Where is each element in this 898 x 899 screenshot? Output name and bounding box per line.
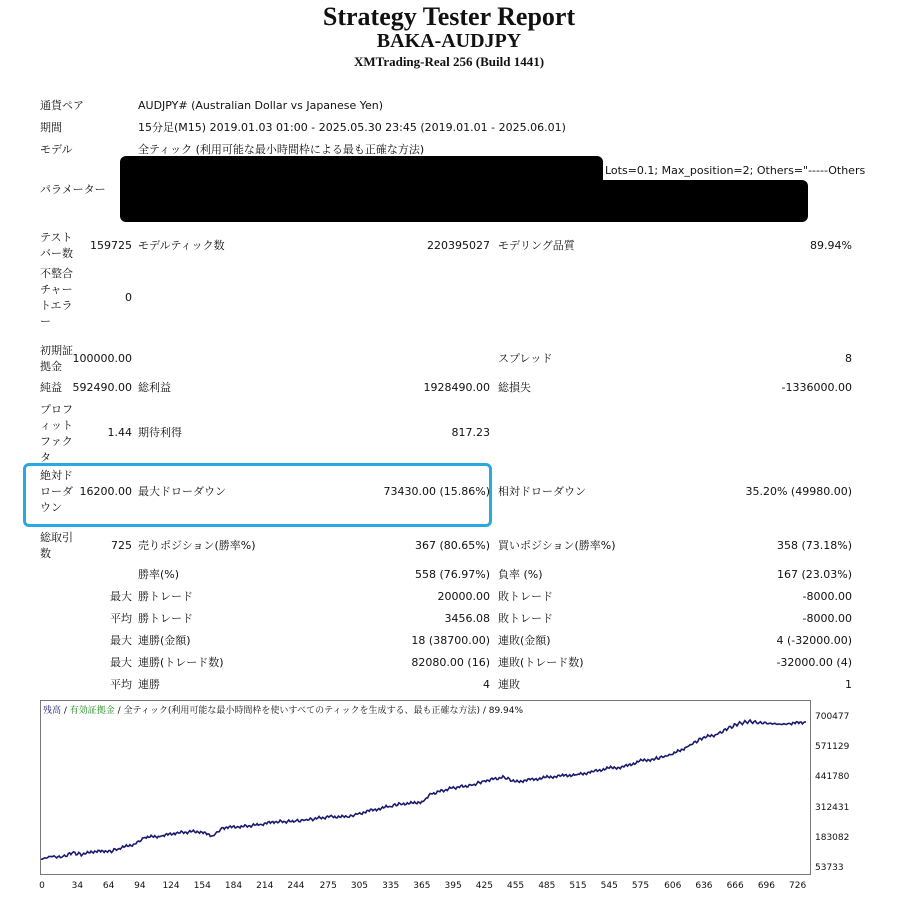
y-tick-label: 183082 <box>815 832 850 843</box>
params-label: パラメーター <box>40 183 106 196</box>
x-tick-label: 395 <box>444 881 462 891</box>
x-tick-label: 124 <box>162 881 180 891</box>
avg-loss-value: -8000.00 <box>802 612 852 625</box>
x-tick-label: 0 <box>39 881 45 891</box>
spread-value: 8 <box>845 352 852 365</box>
net-value: 592490.00 <box>72 381 132 394</box>
profit-factor-label: プロフィットファクタ <box>40 403 73 464</box>
period-value: 15分足(M15) 2019.01.03 01:00 - 2025.05.30 23:45 (2019.01.01 - 2025.06.01) <box>138 121 566 134</box>
x-tick-label: 365 <box>413 881 431 891</box>
max-consec-wins-label: 連勝(金額) <box>138 634 191 647</box>
gross-loss-label: 総損失 <box>498 381 531 394</box>
rel-drawdown-value: 35.20% (49980.00) <box>745 485 852 498</box>
long-value: 358 (73.18%) <box>776 539 852 552</box>
max-drawdown-value: 73430.00 (15.86%) <box>383 485 490 498</box>
y-tick-label: 441780 <box>815 772 850 783</box>
deposit-label: 初期証拠金 <box>40 344 73 373</box>
rel-drawdown-label: 相対ドローダウン <box>498 485 586 498</box>
max-drawdown-label: 最大ドローダウン <box>138 485 226 498</box>
short-label: 売りポジション(勝率%) <box>138 539 256 552</box>
mismatch-label: 不整合チャートエラー <box>40 267 73 328</box>
x-tick-label: 184 <box>224 881 243 891</box>
loss-rate-label: 負率 (%) <box>498 568 543 581</box>
model-value: 全ティック (利用可能な最小時間枠による最も正確な方法) <box>138 143 425 156</box>
largest-win-label: 勝トレード <box>138 590 193 603</box>
x-tick-label: 485 <box>538 881 556 891</box>
mismatch-value: 0 <box>125 291 132 304</box>
max-prefix: 最大 <box>110 590 132 603</box>
gross-profit-value: 1928490.00 <box>423 381 490 394</box>
bars-label: テストバー数 <box>40 231 73 260</box>
x-tick-label: 515 <box>569 881 587 891</box>
gross-profit-label: 総利益 <box>138 381 171 394</box>
quality-label: モデリング品質 <box>498 239 575 252</box>
total-trades-label: 総取引数 <box>40 531 73 560</box>
win-rate-value: 558 (76.97%) <box>414 568 490 581</box>
gross-loss-value: -1336000.00 <box>781 381 852 394</box>
max-consec-loss-label: 連敗(トレード数) <box>498 656 584 669</box>
expected-payoff-label: 期待利得 <box>138 426 182 439</box>
chart-title-separator: / <box>61 706 70 716</box>
ticks-value: 220395027 <box>427 239 490 252</box>
x-tick-label: 636 <box>695 881 713 891</box>
largest-win-value: 20000.00 <box>437 590 490 603</box>
chart-title <box>43 703 523 716</box>
x-tick-label: 606 <box>664 881 682 891</box>
max-consec-wins-value: 18 (38700.00) <box>411 634 490 647</box>
chart-title-separator: / <box>114 706 124 716</box>
avg-prefix: 平均 <box>110 678 132 691</box>
y-tick-label: 700477 <box>815 712 850 722</box>
model-label: モデル <box>40 143 73 156</box>
expected-payoff-value: 817.23 <box>451 426 490 439</box>
max-prefix: 最大 <box>110 656 132 669</box>
report-subtitle: BAKA-AUDJPY <box>376 30 522 52</box>
max-consec-profit-value: 82080.00 (16) <box>411 656 490 669</box>
max-consec-loss-value: -32000.00 (4) <box>776 656 852 669</box>
short-value: 367 (80.65%) <box>414 539 490 552</box>
abs-drawdown-label: 絶対ドローダウン <box>40 469 73 514</box>
net-label: 純益 <box>40 381 62 394</box>
chart-title-margin: 有効証拠金 <box>69 706 115 716</box>
x-tick-label: 34 <box>71 881 84 891</box>
largest-loss-label: 敗トレード <box>498 590 553 603</box>
x-tick-label: 94 <box>134 881 146 891</box>
balance-line <box>41 720 806 859</box>
avg-consec-wins-label: 連勝 <box>138 678 160 691</box>
abs-drawdown-value: 16200.00 <box>79 485 132 498</box>
max-consec-losses-value: 4 (-32000.00) <box>776 634 852 647</box>
avg-consec-wins-value: 4 <box>483 678 490 691</box>
symbol-label: 通貨ペア <box>40 99 84 112</box>
balance-chart <box>40 700 811 875</box>
chart-title-model: 全ティック(利用可能な最小時間枠を使いすべてのティックを生成する、最も正確な方法) <box>123 706 480 716</box>
ticks-label: モデルティック数 <box>138 239 225 252</box>
x-tick-label: 696 <box>757 881 775 891</box>
spread-label: スプレッド <box>498 352 553 365</box>
loss-rate-value: 167 (23.03%) <box>776 568 852 581</box>
max-consec-profit-label: 連勝(トレード数) <box>138 656 224 669</box>
x-tick-label: 726 <box>789 881 807 891</box>
x-tick-label: 335 <box>382 881 400 891</box>
profit-factor-value: 1.44 <box>107 426 132 439</box>
chart-title-quality: / 89.94% <box>479 706 524 716</box>
avg-consec-losses-label: 連敗 <box>498 678 520 691</box>
x-tick-label: 455 <box>506 881 525 891</box>
win-rate-label: 勝率(%) <box>138 568 180 581</box>
x-tick-label: 64 <box>102 881 115 891</box>
x-tick-label: 545 <box>600 881 618 891</box>
params-visible: Lots=0.1; Max_position=2; Others="-----Others <box>605 164 866 177</box>
balance-chart-svg <box>41 701 810 874</box>
server-name: XMTrading-Real 256 (Build 1441) <box>353 54 545 69</box>
x-tick-label: 275 <box>319 881 337 891</box>
bars-value: 159725 <box>90 239 132 252</box>
avg-prefix: 平均 <box>110 612 132 625</box>
symbol-value: AUDJPY# (Australian Dollar vs Japanese Yen) <box>138 99 384 112</box>
y-tick-label: 312431 <box>815 802 850 813</box>
x-tick-label: 244 <box>287 881 305 891</box>
x-tick-label: 666 <box>726 881 744 891</box>
x-tick-label: 154 <box>193 881 211 891</box>
x-tick-label: 305 <box>350 881 369 891</box>
avg-win-label: 勝トレード <box>138 612 193 625</box>
report-title: Strategy Tester Report <box>322 2 576 31</box>
long-label: 買いポジション(勝率%) <box>498 539 616 552</box>
x-tick-label: 425 <box>475 881 493 891</box>
max-prefix: 最大 <box>110 634 132 647</box>
x-tick-label: 214 <box>256 881 274 891</box>
y-tick-label: 53733 <box>815 863 844 873</box>
x-tick-label: 575 <box>631 881 650 891</box>
avg-win-value: 3456.08 <box>444 612 490 625</box>
largest-loss-value: -8000.00 <box>802 590 852 603</box>
deposit-value: 100000.00 <box>72 352 132 365</box>
quality-value: 89.94% <box>810 239 852 252</box>
y-tick-label: 571129 <box>815 742 850 753</box>
max-consec-losses-label: 連敗(金額) <box>498 634 551 647</box>
redaction-box <box>520 180 808 222</box>
chart-title-balance: 残高 <box>43 706 62 716</box>
period-label: 期間 <box>40 121 62 134</box>
avg-consec-losses-value: 1 <box>845 678 852 691</box>
avg-loss-label: 敗トレード <box>498 612 553 625</box>
total-trades-value: 725 <box>111 539 132 552</box>
